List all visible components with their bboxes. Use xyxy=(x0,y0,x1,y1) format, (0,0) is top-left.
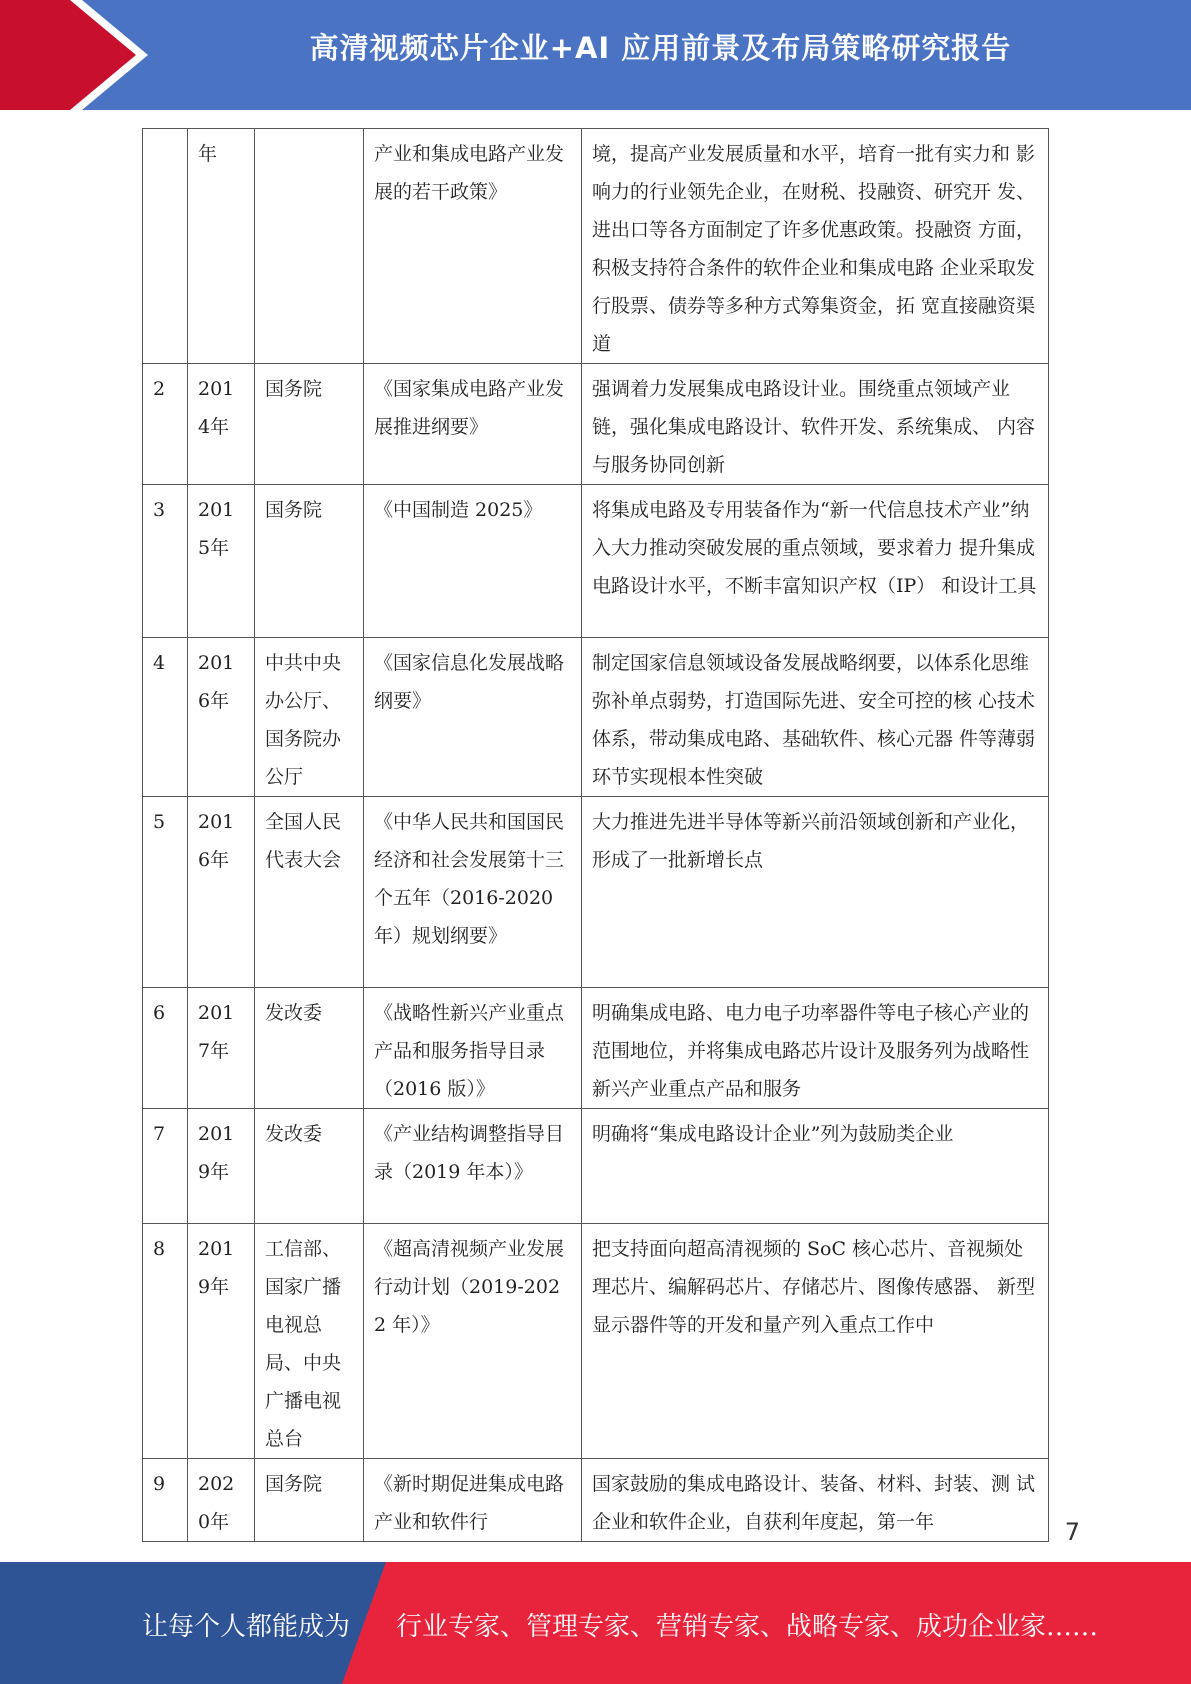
cell-no: 9 xyxy=(143,1459,188,1542)
cell-no: 2 xyxy=(143,364,188,485)
cell-policy: 产业和集成电路产业发展的若干政策》 xyxy=(364,129,582,364)
cell-policy: 《超高清视频产业发展行动计划（2019-2022 年）》 xyxy=(364,1224,582,1459)
cell-year: 2016年 xyxy=(188,638,255,797)
header-red-chevron xyxy=(0,0,160,110)
cell-year: 2017年 xyxy=(188,988,255,1109)
cell-policy: 《产业结构调整指导目录（2019 年本）》 xyxy=(364,1109,582,1224)
page-header xyxy=(0,0,1191,110)
cell-year: 2019年 xyxy=(188,1109,255,1224)
cell-dept: 工信部、国家广播电视总局、中央广播电视总台 xyxy=(255,1224,364,1459)
cell-year: 2014年 xyxy=(188,364,255,485)
cell-no xyxy=(143,129,188,364)
cell-dept: 国务院 xyxy=(255,485,364,638)
cell-policy: 《中华人民共和国国民经济和社会发展第十三个五年（2016-2020 年）规划纲要》 xyxy=(364,797,582,988)
cell-year: 2019年 xyxy=(188,1224,255,1459)
table-row xyxy=(143,364,1049,485)
page-number: 7 xyxy=(1064,1518,1080,1546)
table-row xyxy=(143,1109,1049,1224)
table-row xyxy=(143,129,1049,364)
policy-table xyxy=(142,128,1049,1542)
cell-content: 强调着力发展集成电路设计业。围绕重点领域产业链，强化集成电路设计、软件开发、系统集成、 内容与服务协同创新 xyxy=(582,364,1049,485)
cell-content: 大力推进先进半导体等新兴前沿领域创新和产业化，形成了一批新增长点 xyxy=(582,797,1049,988)
cell-no: 7 xyxy=(143,1109,188,1224)
cell-no: 3 xyxy=(143,485,188,638)
cell-content: 明确集成电路、电力电子功率器件等电子核心产业的范围地位，并将集成电路芯片设计及服务列为战略性新兴产业重点产品和服务 xyxy=(582,988,1049,1109)
cell-year: 2020年 xyxy=(188,1459,255,1542)
cell-dept xyxy=(255,129,364,364)
table-row xyxy=(143,1224,1049,1459)
cell-policy: 《新时期促进集成电路产业和软件行 xyxy=(364,1459,582,1542)
cell-dept: 中共中央办公厅、国务院办公厅 xyxy=(255,638,364,797)
cell-dept: 发改委 xyxy=(255,988,364,1109)
cell-policy: 《战略性新兴产业重点产品和服务指导目录（2016 版）》 xyxy=(364,988,582,1109)
cell-content: 将集成电路及专用装备作为“新一代信息技术产业”纳入大力推动突破发展的重点领域，要求着力 提升集成电路设计水平，不断丰富知识产权（IP） 和设计工具 xyxy=(582,485,1049,638)
footer-slogan-left: 让每个人都能成为 xyxy=(142,1612,351,1642)
cell-dept: 国务院 xyxy=(255,364,364,485)
cell-policy: 《中国制造 2025》 xyxy=(364,485,582,638)
table-row xyxy=(143,988,1049,1109)
table-row xyxy=(143,638,1049,797)
cell-year: 2016年 xyxy=(188,797,255,988)
cell-content: 境，提高产业发展质量和水平，培育一批有实力和 影响力的行业领先企业，在财税、投融资、研究开 发、进出口等各方面制定了许多优惠政策。投融资 方面，积极支持符合条件的软件企业和集成电路 企业采取发行股票、债券等多种方式筹集资金，拓 宽直接融资渠道 xyxy=(582,129,1049,364)
report-title: 高清视频芯片企业+AI 应用前景及布局策略研究报告 xyxy=(309,31,1012,65)
cell-no: 4 xyxy=(143,638,188,797)
cell-no: 8 xyxy=(143,1224,188,1459)
cell-content: 明确将“集成电路设计企业”列为鼓励类企业 xyxy=(582,1109,1049,1224)
footer-slogan-right: 行业专家、管理专家、营销专家、战略专家、成功企业家…… xyxy=(396,1612,1099,1642)
cell-policy: 《国家集成电路产业发展推进纲要》 xyxy=(364,364,582,485)
cell-policy: 《国家信息化发展战略纲要》 xyxy=(364,638,582,797)
cell-dept: 发改委 xyxy=(255,1109,364,1224)
table-row xyxy=(143,485,1049,638)
table-row xyxy=(143,797,1049,988)
cell-no: 6 xyxy=(143,988,188,1109)
cell-content: 制定国家信息领域设备发展战略纲要，以体系化思维弥补单点弱势，打造国际先进、安全可控的核 心技术体系，带动集成电路、基础软件、核心元器 件等薄弱环节实现根本性突破 xyxy=(582,638,1049,797)
cell-content: 国家鼓励的集成电路设计、装备、材料、封装、测 试企业和软件企业，自获利年度起，第一年 xyxy=(582,1459,1049,1542)
cell-dept: 国务院 xyxy=(255,1459,364,1542)
cell-year: 年 xyxy=(188,129,255,364)
table-row xyxy=(143,1459,1049,1542)
cell-year: 2015年 xyxy=(188,485,255,638)
cell-no: 5 xyxy=(143,797,188,988)
page-footer xyxy=(0,1562,1191,1684)
cell-content: 把支持面向超高清视频的 SoC 核心芯片、音视频处理芯片、编解码芯片、存储芯片、图像传感器、 新型显示器件等的开发和量产列入重点工作中 xyxy=(582,1224,1049,1459)
cell-dept: 全国人民代表大会 xyxy=(255,797,364,988)
